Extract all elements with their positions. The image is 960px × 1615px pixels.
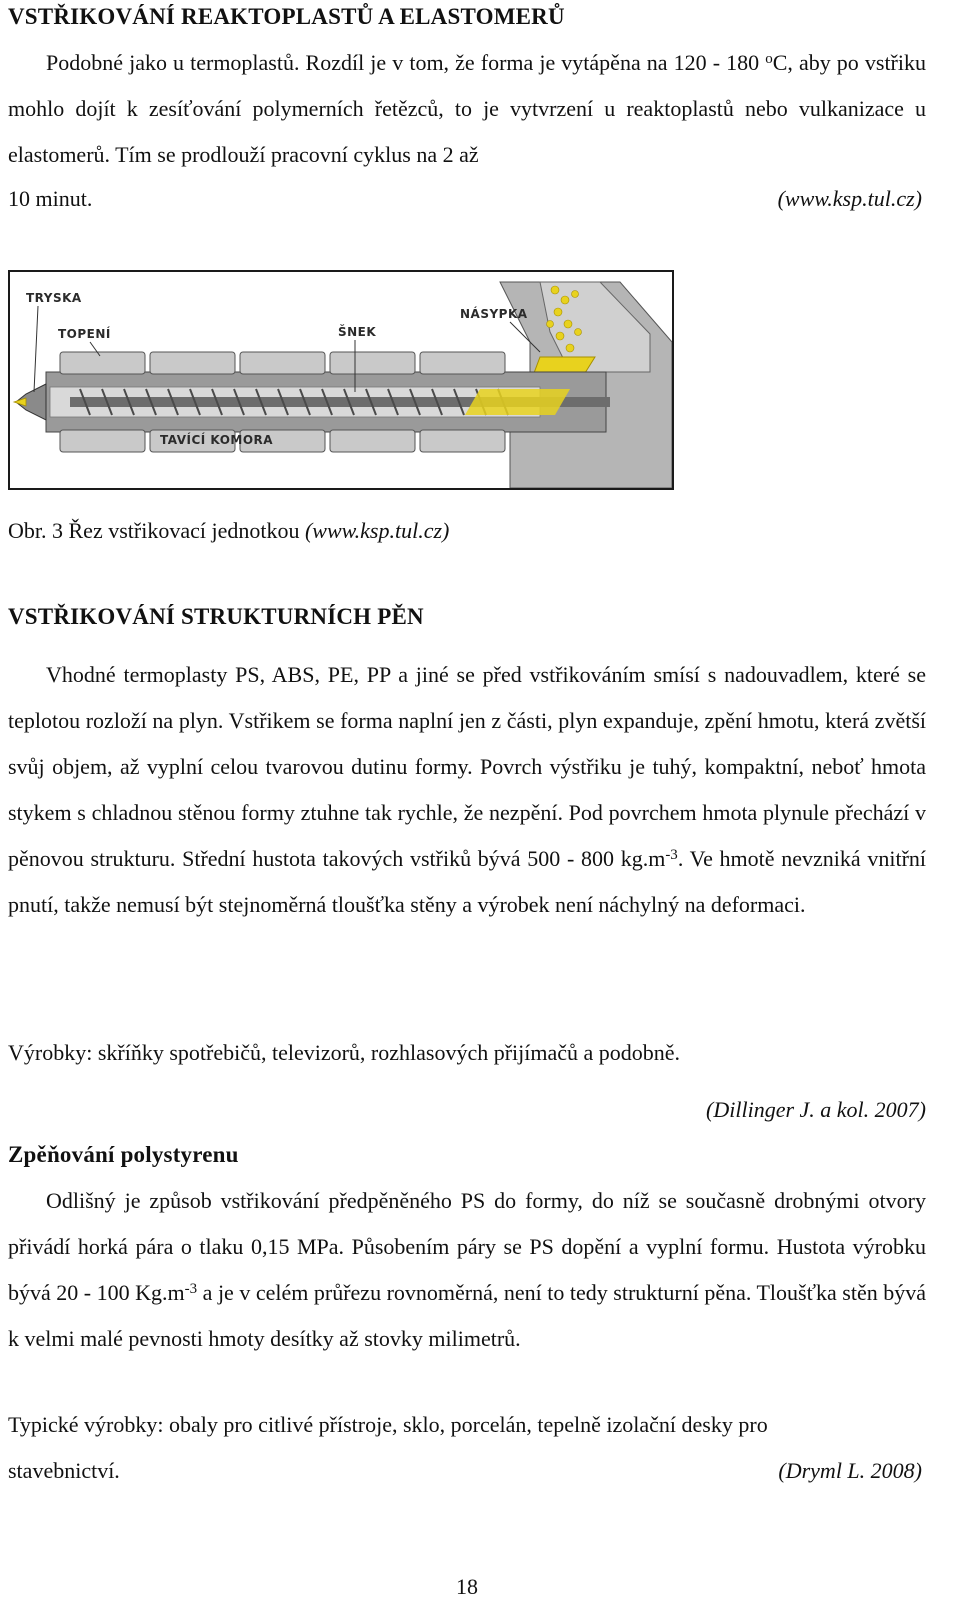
paragraph-text-c: Vhodné termoplasty PS, ABS, PE, PP a jiné se před vstřikováním smísí s nadouvadlem, které se teplotou rozloží na plyn. Vstřikem se forma naplní jen z části, plyn expanduje, zpění hmotu, která zvětší svůj objem, až vyplní celou tvarovou dutinu formy. Povrch výstřiku je tuhý, kompaktní, neboť hmota stykem s chladnou stěnou formy ztuhne tak rychle, že nezpění. Pod povrchem hmota plynule přechází v pěnovou strukturu. Střední hustota takových vstřiků bývá 500 - 800 kg.m — [8, 662, 926, 871]
injection-unit-figure — [8, 270, 674, 490]
source-citation-dillinger: (Dillinger J. a kol. 2007) — [706, 1097, 926, 1122]
source-citation-ksp: (www.ksp.tul.cz) — [777, 186, 922, 211]
products-line: Výrobky: skříňky spotřebičů, televizorů, rozhlasových přijímačů a podobně. — [8, 1040, 681, 1065]
label-topeni: TOPENÍ — [58, 327, 111, 341]
paragraph-text-a: Podobné jako u termoplastů. Rozdíl je v tom, že forma je vytápěna na 120 - 180 — [46, 50, 766, 75]
density-unit-superscript-2: -3 — [184, 1281, 198, 1297]
figure-caption-text: Obr. 3 Řez vstřikovací jednotkou — [8, 518, 305, 543]
density-unit-superscript: -3 — [665, 847, 678, 863]
paragraph-last-line: 10 minut. — [8, 186, 93, 211]
paragraph-text-b: C, aby po vstřiku mohlo dojít k zesíťování polymerních řetězců, to je vytvrzení u reaktoplastů nebo vulkanizace u elastomerů. Tím se prodlouží pracovní cyklus na 2 až — [8, 50, 926, 167]
page-number: 18 — [456, 1574, 478, 1599]
paragraph-text-f: a je v celém průřezu rovnoměrná, není to tedy strukturní pěna. Tloušťka stěn bývá k velmi malé pevnosti hmoty desítky až stovky milimetrů. — [8, 1280, 927, 1351]
paragraph-typical-products: Typické výrobky: obaly pro citlivé přístroje, sklo, porcelán, tepelně izolační desky pro — [8, 1412, 768, 1437]
paragraph-zpenovani — [8, 1178, 926, 1362]
material-in-feed — [465, 389, 570, 415]
label-snek: ŠNEK — [338, 325, 377, 339]
figure-caption-source: (www.ksp.tul.cz) — [304, 518, 450, 543]
label-tryska: TRYSKA — [26, 291, 82, 305]
injection-unit-illustration — [10, 272, 672, 488]
paragraph-strukturni-peny — [8, 652, 926, 928]
label-tavici-komora: TAVÍCÍ KOMORA — [160, 433, 274, 447]
paragraph-text-e: Odlišný je způsob vstřikování předpěněného PS do formy, do níž se současně drobnými otvory přivádí horká pára o tlaku 0,15 MPa. Působením páry se PS dopění a vyplní formu. Hustota výrobku bývá 20 - 100 Kg.m — [8, 1188, 926, 1305]
section-title-reaktoplasty: VSTŘIKOVÁNÍ REAKTOPLASTŮ A ELASTOMERŮ — [8, 4, 565, 29]
label-nasypka: NÁSYPKA — [460, 307, 528, 321]
paragraph-reaktoplasty — [8, 40, 926, 180]
section-title-strukturni-peny: VSTŘIKOVÁNÍ STRUKTURNÍCH PĚN — [8, 604, 424, 629]
section-title-zpenovani: Zpěňování polystyrenu — [8, 1142, 239, 1167]
degree-superscript: o — [765, 51, 773, 67]
paragraph-text-d: . Ve hmotě nevzniká vnitřní pnutí, takže nemusí být stejnoměrná tloušťka stěny a výrobek není náchylný na deformaci. — [8, 846, 927, 917]
typical-products-last-line: stavebnictví. — [8, 1458, 120, 1483]
source-citation-dryml: (Dryml L. 2008) — [778, 1458, 922, 1483]
figure-caption — [8, 518, 449, 544]
